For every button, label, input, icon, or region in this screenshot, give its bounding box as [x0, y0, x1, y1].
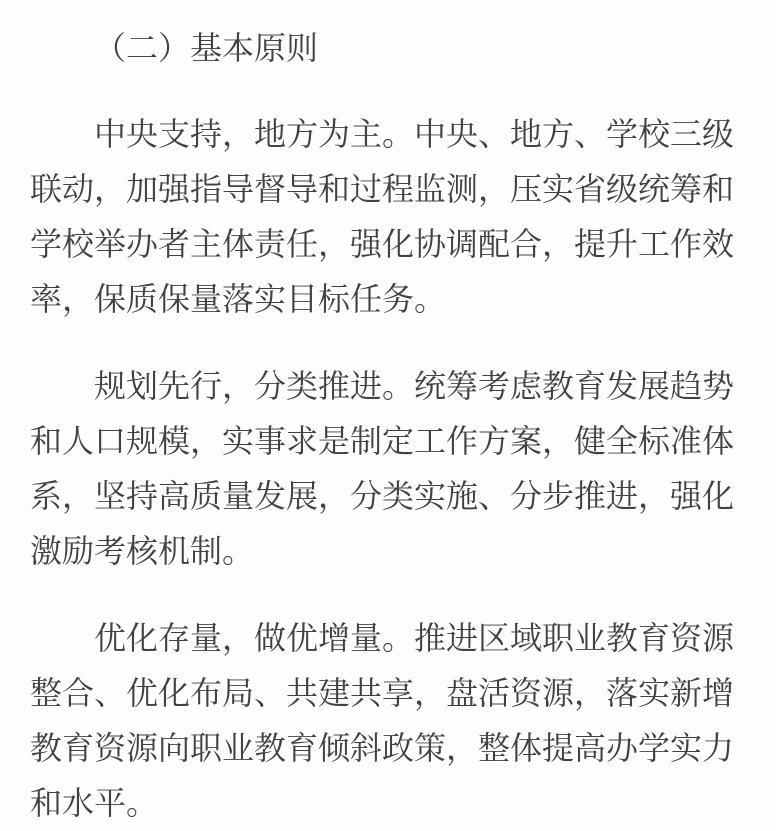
section-heading: （二）基本原则: [94, 30, 319, 66]
paragraph-planning-first: 规划先行，分类推进。统筹考虑教育发展趋势和人口规模，实事求是制定工作方案，健全标准体系，坚持高质量发展，分类实施、分步推进，强化激励考核机制。: [30, 368, 735, 569]
paragraph-optimize-stock: 优化存量，做优增量。推进区域职业教育资源整合、优化布局、共建共享，盘活资源，落实新增教育资源向职业教育倾斜政策，整体提高办学实力和水平。: [30, 620, 735, 821]
paragraph-central-support: 中央支持，地方为主。中央、地方、学校三级联动，加强指导督导和过程监测，压实省级统筹和学校举办者主体责任，强化协调配合，提升工作效率，保质保量落实目标任务。: [30, 116, 735, 317]
